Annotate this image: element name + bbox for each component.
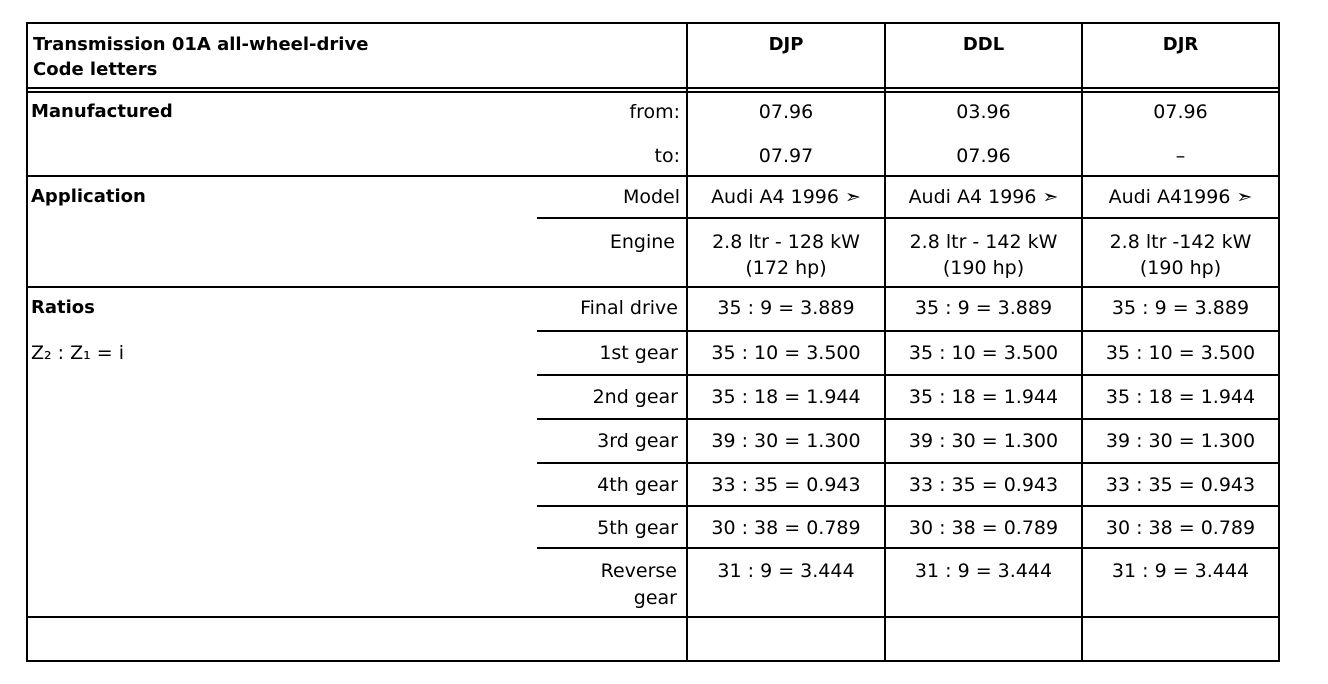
ratio-value: 39 : 30 = 1.300 [908, 430, 1059, 452]
to-djp: 07.97 [758, 145, 814, 167]
from-djr: 07.96 [1153, 101, 1208, 123]
model-label: Model [622, 186, 680, 208]
ratio-row-label: 5th gear [597, 517, 678, 539]
engine-ddl-line1: 2.8 ltr - 142 kW [909, 231, 1058, 253]
ratio-row-label: 4th gear [597, 474, 678, 496]
engine-djp-line1: 2.8 ltr - 128 kW [712, 231, 860, 253]
model-ddl: Audi A4 1996 ➣ [908, 186, 1059, 208]
ratio-value: 30 : 38 = 0.789 [711, 517, 861, 539]
ratio-value: 33 : 35 = 0.943 [1105, 474, 1256, 496]
ratio-value: 30 : 38 = 0.789 [908, 517, 1059, 539]
ratio-row-label: 3rd gear [597, 430, 678, 452]
ratio-value: 35 : 10 = 3.500 [1105, 342, 1256, 364]
code-ddl: DDL [962, 34, 1005, 55]
ratios-label: Ratios [31, 297, 95, 318]
ratio-row-label: Final drive [580, 297, 678, 319]
code-djp: DJP [768, 34, 804, 55]
manufactured-label: Manufactured [31, 101, 173, 122]
ratio-value: 35 : 10 = 3.500 [908, 342, 1059, 364]
reverse-ddl: 31 : 9 = 3.444 [914, 560, 1053, 582]
reverse-djr: 31 : 9 = 3.444 [1111, 560, 1250, 582]
ratio-formula: Z₂ : Z₁ = i [31, 342, 125, 364]
engine-djr-line2: (190 hp) [1139, 257, 1222, 279]
model-djp: Audi A4 1996 ➣ [711, 186, 861, 208]
to-djr: – [1175, 145, 1186, 167]
ratio-value: 35 : 9 = 3.889 [717, 297, 855, 319]
code-letters-label: Code letters [33, 59, 158, 80]
ratio-value: 39 : 30 = 1.300 [1105, 430, 1256, 452]
ratio-value: 35 : 18 = 1.944 [1105, 386, 1256, 408]
engine-label: Engine [609, 231, 675, 253]
ratio-value: 35 : 10 = 3.500 [711, 342, 861, 364]
table-title: Transmission 01A all-wheel-drive [33, 34, 369, 55]
reverse-gear-label-line2: gear [633, 587, 677, 609]
engine-djp-line2: (172 hp) [745, 257, 827, 279]
ratio-value: 33 : 35 = 0.943 [908, 474, 1059, 496]
ratio-value: 30 : 38 = 0.789 [1105, 517, 1256, 539]
model-djr: Audi A41996 ➣ [1108, 186, 1253, 208]
to-label: to: [654, 145, 680, 167]
ratio-row-label: 2nd gear [592, 386, 678, 408]
ratio-row-label: 1st gear [599, 342, 678, 364]
from-label: from: [629, 101, 680, 123]
code-djr: DJR [1162, 34, 1199, 55]
ratio-value: 39 : 30 = 1.300 [711, 430, 861, 452]
ratio-value: 35 : 9 = 3.889 [1111, 297, 1250, 319]
engine-djr-line1: 2.8 ltr -142 kW [1109, 231, 1252, 253]
reverse-gear-label-line1: Reverse [600, 560, 677, 582]
ratio-value: 35 : 18 = 1.944 [908, 386, 1059, 408]
reverse-djp: 31 : 9 = 3.444 [717, 560, 855, 582]
ratio-value: 35 : 18 = 1.944 [711, 386, 861, 408]
application-label: Application [31, 186, 146, 207]
from-djp: 07.96 [758, 101, 814, 123]
engine-ddl-line2: (190 hp) [942, 257, 1025, 279]
ratio-value: 33 : 35 = 0.943 [711, 474, 861, 496]
to-ddl: 07.96 [956, 145, 1011, 167]
from-ddl: 03.96 [956, 101, 1011, 123]
ratio-value: 35 : 9 = 3.889 [914, 297, 1053, 319]
